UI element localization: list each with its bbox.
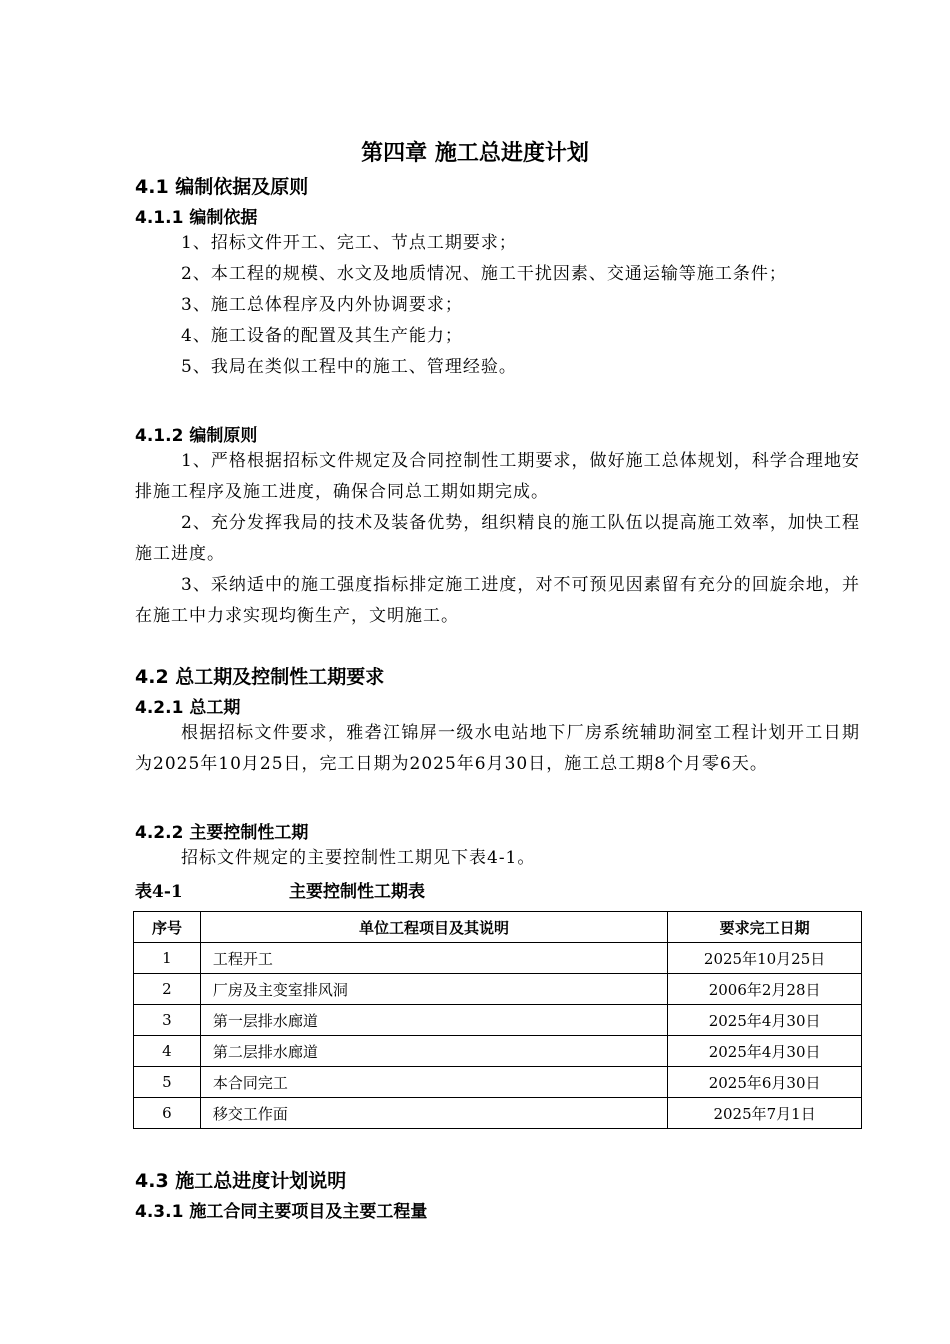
table-row (134, 943, 862, 974)
cell-date: 2025年7月1日 (668, 1098, 862, 1129)
cell-date: 2025年4月30日 (668, 1036, 862, 1067)
table-title: 主要控制性工期表 (289, 882, 425, 902)
cell-item: 厂房及主变室排风洞 (200, 974, 667, 1005)
cell-item: 工程开工 (200, 943, 667, 974)
cell-date: 2025年6月30日 (668, 1067, 862, 1098)
table-row (134, 1036, 862, 1067)
cell-item: 第二层排水廊道 (200, 1036, 667, 1067)
cell-item: 第一层排水廊道 (200, 1005, 667, 1036)
principle-item: 3、采纳适中的施工强度指标排定施工进度，对不可预见因素留有充分的回旋余地，并在施工中力求实现均衡生产，文明施工。 (135, 575, 860, 626)
cell-seq: 6 (134, 1098, 201, 1129)
cell-date: 2025年4月30日 (668, 1005, 862, 1036)
section-4-3-heading: 4.3 施工总进度计划说明 (135, 1170, 347, 1192)
principle-item: 2、充分发挥我局的技术及装备优势，组织精良的施工队伍以提高施工效率，加快工程施工进度。 (135, 513, 860, 564)
cell-item: 本合同完工 (200, 1067, 667, 1098)
total-duration-paragraph (135, 718, 860, 780)
basis-item: 2、本工程的规模、水文及地质情况、施工干扰因素、交通运输等施工条件； (181, 264, 787, 284)
section-4-3-1-heading: 4.3.1 施工合同主要项目及主要工程量 (135, 1202, 428, 1222)
basis-item: 3、施工总体程序及内外协调要求； (181, 295, 463, 315)
table-header-row (134, 912, 862, 943)
cell-seq: 4 (134, 1036, 201, 1067)
cell-date: 2006年2月28日 (668, 974, 862, 1005)
cell-seq: 1 (134, 943, 201, 974)
control-duration-text: 招标文件规定的主要控制性工期见下表4-1。 (181, 848, 536, 868)
section-4-2-1-heading: 4.2.1 总工期 (135, 698, 241, 718)
header-seq: 序号 (134, 912, 201, 943)
table-row (134, 974, 862, 1005)
table-caption (135, 877, 425, 902)
section-4-2-2-heading: 4.2.2 主要控制性工期 (135, 823, 309, 843)
table-label: 表4-1 (135, 882, 183, 902)
cell-date: 2025年10月25日 (668, 943, 862, 974)
section-4-2-heading: 4.2 总工期及控制性工期要求 (135, 666, 385, 688)
basis-item: 4、施工设备的配置及其生产能力； (181, 326, 463, 346)
chapter-title: 第四章 施工总进度计划 (361, 141, 589, 166)
basis-item: 5、我局在类似工程中的施工、管理经验。 (181, 357, 517, 377)
section-4-1-2-heading: 4.1.2 编制原则 (135, 426, 258, 446)
header-item: 单位工程项目及其说明 (200, 912, 667, 943)
section-4-1-heading: 4.1 编制依据及原则 (135, 176, 309, 198)
table-row (134, 1098, 862, 1129)
principle-item: 1、严格根据招标文件规定及合同控制性工期要求，做好施工总体规划，科学合理地安排施工程序及施工进度，确保合同总工期如期完成。 (135, 451, 860, 502)
basis-list (135, 228, 860, 383)
basis-item: 1、招标文件开工、完工、节点工期要求； (181, 233, 517, 253)
table-row (134, 1005, 862, 1036)
control-schedule-table (133, 911, 862, 1129)
header-date: 要求完工日期 (668, 912, 862, 943)
cell-seq: 3 (134, 1005, 201, 1036)
table-row (134, 1067, 862, 1098)
section-4-1-1-heading: 4.1.1 编制依据 (135, 208, 258, 228)
total-duration-text: 根据招标文件要求，雅砻江锦屏一级水电站地下厂房系统辅助洞室工程计划开工日期为2025年10月25日，完工日期为2025年6月30日，施工总工期8个月零6天。 (135, 723, 860, 774)
principles-list (135, 446, 860, 632)
cell-seq: 2 (134, 974, 201, 1005)
cell-seq: 5 (134, 1067, 201, 1098)
control-duration-paragraph (135, 843, 860, 874)
cell-item: 移交工作面 (200, 1098, 667, 1129)
